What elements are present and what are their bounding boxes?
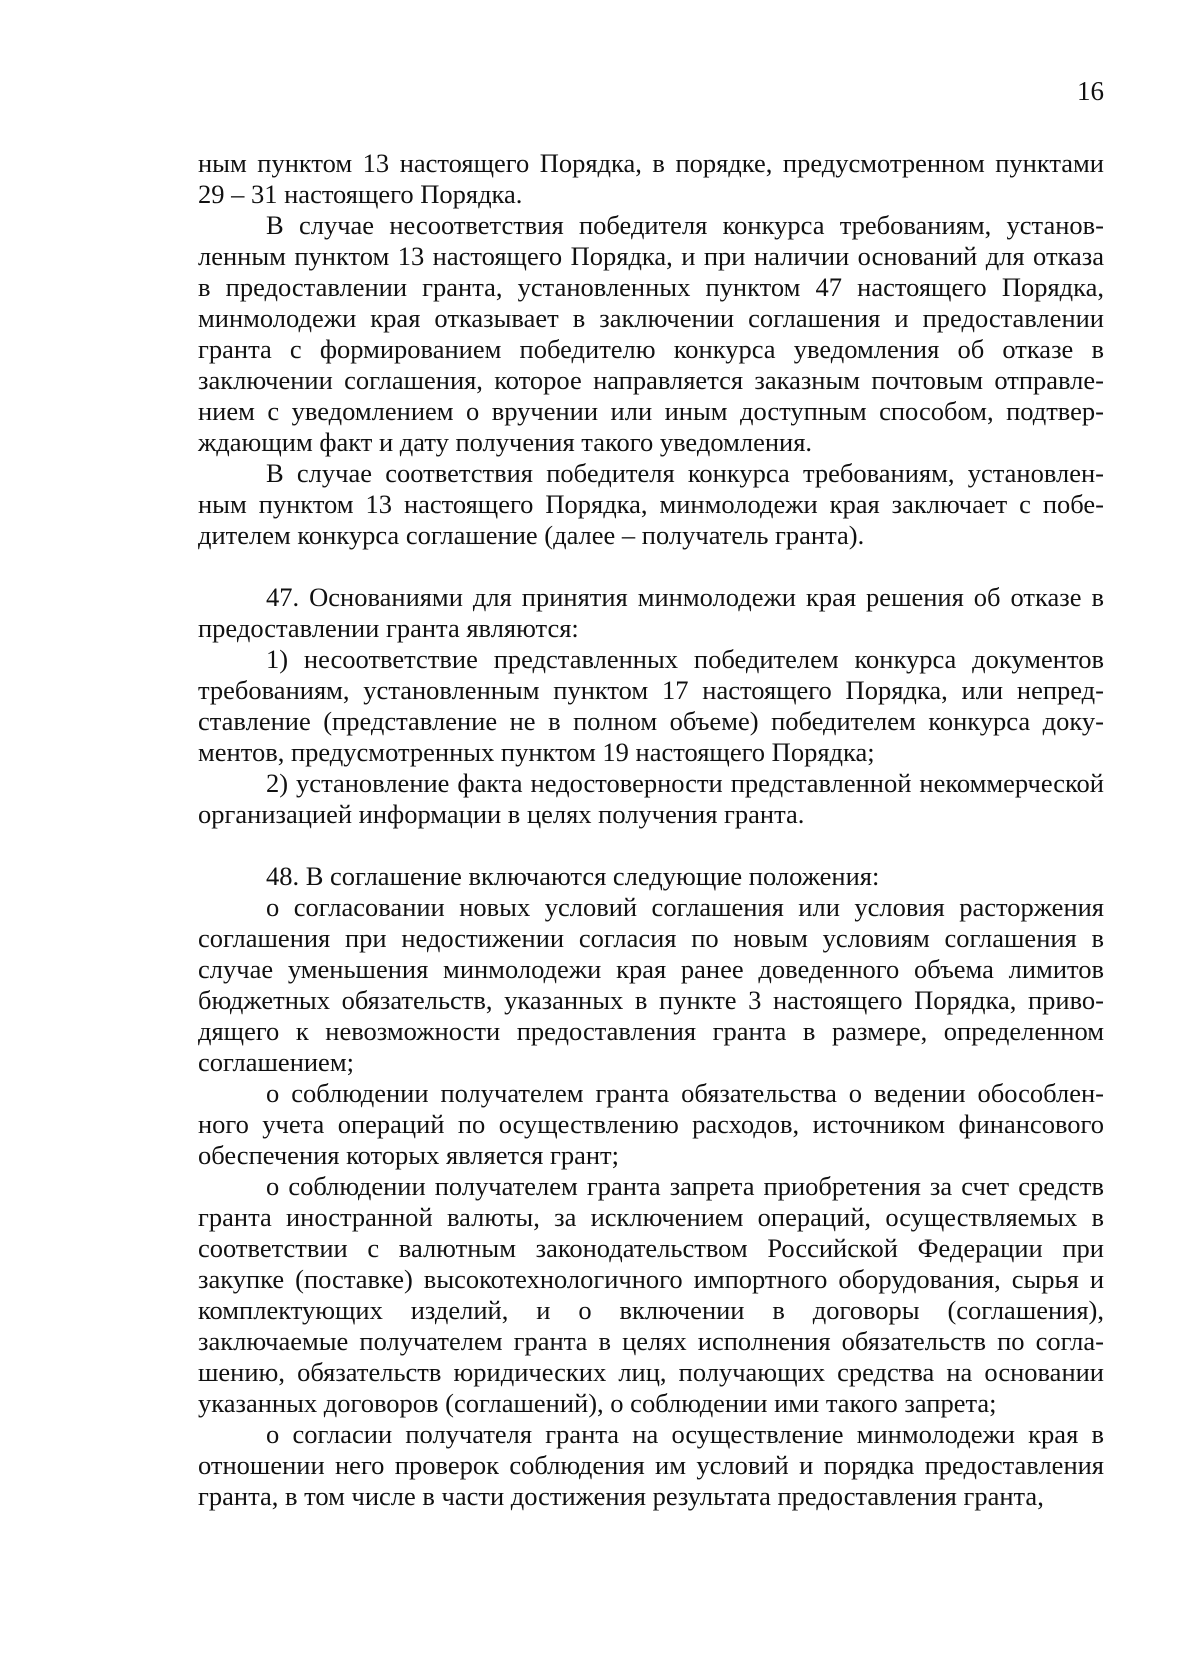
clause-47-item-2: 2) установление факта недостоверности представленной некоммерческой организацией информации в целях получения гранта. (198, 768, 1104, 829)
paragraph-compliance-agreement: В случае соответствия победителя конкурса требованиям, установленным пунктом 13 настоящего Порядка, минмолодежи края заключает с победителем конкурса соглашение (далее – получатель гранта). (198, 458, 1104, 550)
page-number: 16 (1077, 76, 1104, 106)
clause-48-provision-1: о согласовании новых условий соглашения или условия расторжения соглашения при недостижении согласия по новым условиям соглашения в случае уменьшения минмолодежи края ранее доведенного объема лимитов бюджетных обязательств, указанных в пункте 3 настоящего Порядка, приводящего к невозможности предоставления гранта в размере, определенном соглашением; (198, 892, 1104, 1077)
clause-48-heading: 48. В соглашение включаются следующие положения: (266, 861, 880, 891)
clause-47-item-1: 1) несоответствие представленных победителем конкурса документов требованиям, установленным пунктом 17 настоящего Порядка, или непредставление (представление не в полном объеме) победителем конкурса документов, предусмотренных пунктом 19 настоящего Порядка; (198, 644, 1104, 767)
clause-48-provision-2: о соблюдении получателем гранта обязательства о ведении обособленного учета операций по осуществлению расходов, источником финансового обеспечения которых является грант; (198, 1078, 1104, 1170)
clause-48-provision-3: о соблюдении получателем гранта запрета приобретения за счет средств гранта иностранной валюты, за исключением операций, осуществляемых в соответствии с валютным законодательством Российской Федерации при закупке (поставке) высокотехнологичного импортного оборудования, сырья и комплектующих изделий, и о включении в договоры (соглашения), заключаемые получателем гранта в целях исполнения обязательств по соглашению, обязательств юридических лиц, получающих средства на основании указанных договоров (соглашений), о соблюдении ими такого запрета; (198, 1171, 1104, 1418)
clause-47-heading: 47. Основаниями для принятия минмолодежи края решения об отказе в предоставлении гранта являются: (198, 582, 1104, 643)
clause-48-provision-4: о согласии получателя гранта на осуществление минмолодежи края в отношении него проверок соблюдения им условий и порядка предоставления гранта, в том числе в части достижения результата предоставления гранта, (198, 1419, 1104, 1511)
paragraph-noncompliance-refusal: В случае несоответствия победителя конкурса требованиям, установленным пунктом 13 настоящего Порядка, и при наличии оснований для отказа в предоставлении гранта, установленных пунктом 47 настоящего Порядка, минмолодежи края отказывает в заключении соглашения и предоставлении гранта с формированием победителю конкурса уведомления об отказе в заключении соглашения, которое направляется заказным почтовым отправлением с уведомлением о вручении или иным доступным способом, подтверждающим факт и дату получения такого уведомления. (198, 210, 1104, 457)
document-body (198, 148, 1104, 1512)
paragraph-continuation: ным пунктом 13 настоящего Порядка, в порядке, предусмотренном пунктами 29 – 31 настоящего Порядка. (198, 148, 1104, 209)
